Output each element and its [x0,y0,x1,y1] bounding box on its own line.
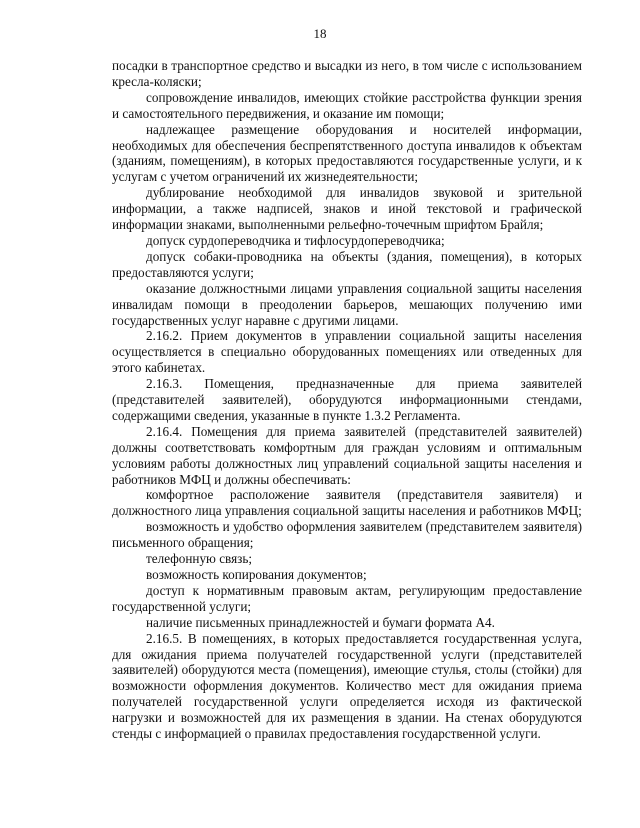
paragraph: надлежащее размещение оборудования и носителей информации, необходимых для обеспечения беспрепятственного доступа инвалидов к объектам (зданиям, помещениям), в которых предоставляются государственные услуги, и к услугам с учетом ограничений их жизнедеятельности; [112,121,582,185]
paragraph: сопровождение инвалидов, имеющих стойкие расстройства функции зрения и самостоятельного передвижения, и оказание им помощи; [112,89,582,121]
paragraph: 2.16.5. В помещениях, в которых предоставляется государственная услуга, для ожидания приема получателей государственной услуги (представителей заявителей) оборудуются места (помещения), имеющие стулья, столы (стойки) для возможности оформления документов. Количество мест для ожидания приема получателей государственной услуги определяется исходя из фактической нагрузки и возможностей для их размещения в здании. На стенах оборудуются стенды с информацией о правилах предоставления государственной услуги. [112,630,582,742]
paragraph: возможность и удобство оформления заявителем (представителем заявителя) письменного обращения; [112,519,582,551]
paragraph: посадки в транспортное средство и высадки из него, в том числе с использованием кресла-коляски; [112,58,582,89]
paragraph: возможность копирования документов; [146,567,367,582]
paragraph: дублирование необходимой для инвалидов звуковой и зрительной информации, а также надписей, знаков и иной текстовой и графической информации знаками, выполненными рельефно-точечным шрифтом Брайля; [112,185,582,233]
paragraph: доступ к нормативным правовым актам, регулирующим предоставление государственной услуги; [112,582,582,614]
paragraph: допуск собаки-проводника на объекты (здания, помещения), в которых предоставляются услуги; [112,248,582,280]
paragraph: 2.16.4. Помещения для приема заявителей (представителей заявителей) должны соответствовать комфортным для граждан условиям и оптимальным условиям работы должностных лиц управлений социальной защиты населения и работников МФЦ и должны обеспечивать: [112,423,582,487]
paragraph: 2.16.2. Прием документов в управлении социальной защиты населения осуществляется в специально оборудованных помещениях или отведенных для этого кабинетах. [112,328,582,376]
page-number: 18 [313,26,327,41]
paragraph: оказание должностными лицами управления социальной защиты населения инвалидам помощи в преодолении барьеров, мешающих получению ими государственных услуг наравне с другими лицами. [112,280,582,328]
paragraph: телефонную связь; [146,551,253,567]
paragraph: допуск сурдопереводчика и тифлосурдопереводчика; [146,232,445,248]
paragraph: 2.16.3. Помещения, предназначенные для приема заявителей (представителей заявителей), оборудуются информационными стендами, содержащими сведения, указанные в пункте 1.3.2 Регламента. [112,376,582,423]
paragraph: комфортное расположение заявителя (представителя заявителя) и должностного лица управления социальной защиты населения и работников МФЦ; [112,487,582,519]
paragraph: наличие письменных принадлежностей и бумаги формата А4. [146,614,495,630]
document-body [112,58,582,742]
